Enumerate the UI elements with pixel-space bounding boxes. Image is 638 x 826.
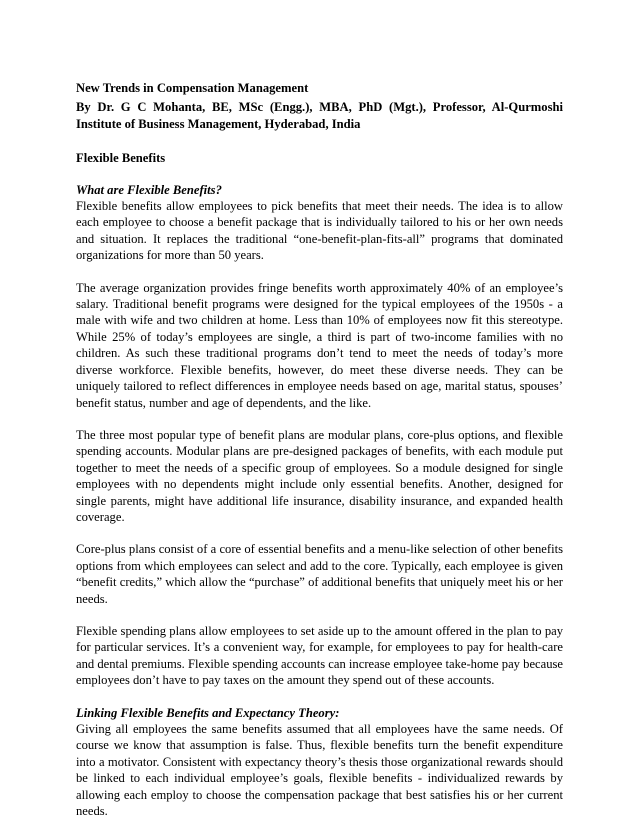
document-title: New Trends in Compensation Management [76, 81, 309, 95]
subheading-what-are-flexible-benefits: What are Flexible Benefits? [76, 182, 222, 197]
section-title: Flexible Benefits [76, 151, 166, 166]
paragraph: Giving all employees the same benefits assumed that all employees have the same needs. Of course we know that assumption is false. Thus, flexible benefits turn the benefit expenditure into a motivator. Consistent with expectancy theory’s thesis those organizational rewards should be linked to each individual employee’s goals, flexible benefits - individualized rewards by allowing each employ to choose the compensation package that best satisfies his or her current needs. [76, 722, 563, 819]
subheading-linking-expectancy-theory: Linking Flexible Benefits and Expectancy Theory: [76, 705, 340, 720]
paragraph: Flexible benefits allow employees to pick benefits that meet their needs. The idea is to allow each employee to choose a benefit package that is individually tailored to his or her own needs and situation. It replaces the traditional “one-benefit-plan-fits-all” programs that dominated organizations for more than 50 years. [76, 199, 563, 263]
paragraph: The three most popular type of benefit plans are modular plans, core-plus options, and flexible spending accounts. Modular plans are pre-designed packages of benefits, with each module put together to meet the needs of a specific group of employees. So a module designed for single employees with no dependents might include only essential benefits. Another, designed for single parents, might have additional life insurance, disability insurance, and expanded health coverage. [76, 427, 563, 524]
paragraph: The average organization provides fringe benefits worth approximately 40% of an employee’s salary. Traditional benefit programs were designed for the typical employees of the 1950s - a male with wife and two children at home. Less than 10% of employees now fit this stereotype. While 25% of today’s employees are single, a third is part of two-income families with no children. As such these traditional programs don’t tend to meet the needs of today’s more diverse workforce. Flexible benefits, however, do meet these diverse needs. They can be uniquely tailored to reflect differences in employee needs based on age, marital status, spouses’ benefit status, number and age of dependents, and the like. [76, 280, 563, 410]
document-page [76, 80, 563, 819]
paragraph: Flexible spending plans allow employees to set aside up to the amount offered in the plan to pay for particular services. It’s a convenient way, for example, for employees to pay for health-care and dental premiums. Flexible spending accounts can increase employee take-home pay because employees don’t have to pay taxes on the amount they spend out of these accounts. [76, 623, 563, 688]
paragraph: Core-plus plans consist of a core of essential benefits and a menu-like selection of other benefits options from which employees can select and add to the core. Typically, each employee is given “benefit credits,” which allow the “purchase” of additional benefits that uniquely meet his or her needs. [76, 542, 563, 606]
author-byline: By Dr. G C Mohanta, BE, MSc (Engg.), MBA, PhD (Mgt.), Professor, Al-Qurmoshi Institute of Business Management, Hyderabad, India [76, 100, 563, 131]
